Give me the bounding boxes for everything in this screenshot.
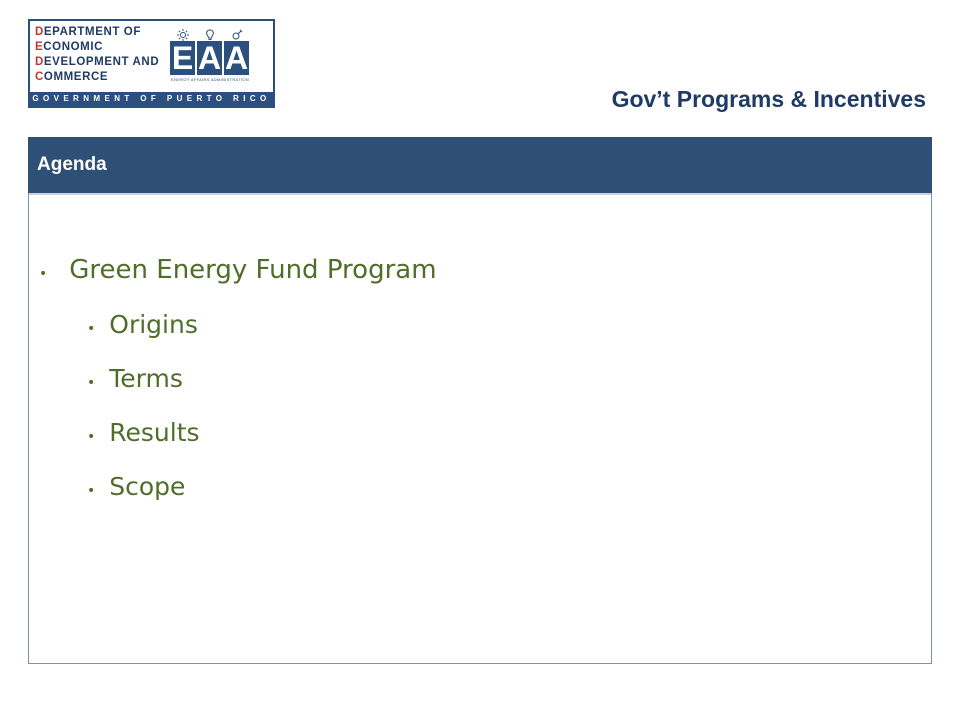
bullet-dot-icon: • — [87, 321, 96, 337]
eaa-letter: A — [197, 40, 222, 76]
eaa-letters — [170, 41, 249, 75]
bullet-dot-icon: • — [87, 483, 96, 499]
list-item-text: Origins — [109, 310, 198, 339]
list-item — [39, 255, 437, 285]
list-item — [87, 364, 183, 393]
eaa-subtitle: ENERGY AFFAIRS ADMINISTRATION — [171, 77, 249, 82]
eaa-letter: E — [171, 40, 194, 76]
agenda-label: Agenda — [37, 154, 107, 175]
ddec-line: COMMERCE — [35, 71, 109, 83]
list-item — [87, 310, 198, 339]
ddec-wordmark — [35, 25, 160, 85]
content-frame — [28, 193, 932, 664]
bullet-dot-icon: • — [87, 375, 96, 391]
list-item-text: Results — [109, 418, 200, 447]
ddec-line: ECONOMIC — [35, 41, 104, 53]
ddec-line: DEPARTMENT OF — [35, 26, 141, 38]
list-item — [87, 472, 185, 501]
logo-government-strip: GOVERNMENT OF PUERTO RICO — [30, 92, 273, 106]
page-title: Gov’t Programs & Incentives — [611, 86, 926, 112]
list-item-text: Terms — [109, 364, 183, 393]
agenda-header-bar — [28, 137, 932, 193]
eaa-logo — [170, 29, 252, 89]
bullet-dot-icon: • — [87, 429, 96, 445]
list-item-text: Green Energy Fund Program — [69, 255, 437, 285]
eaa-letter: A — [224, 40, 249, 76]
ddec-line: DEVELOPMENT AND — [35, 56, 160, 68]
list-item — [87, 418, 200, 447]
bullet-dot-icon: • — [39, 266, 48, 282]
ddec-eaa-logo — [28, 19, 275, 108]
list-item-text: Scope — [109, 472, 186, 501]
